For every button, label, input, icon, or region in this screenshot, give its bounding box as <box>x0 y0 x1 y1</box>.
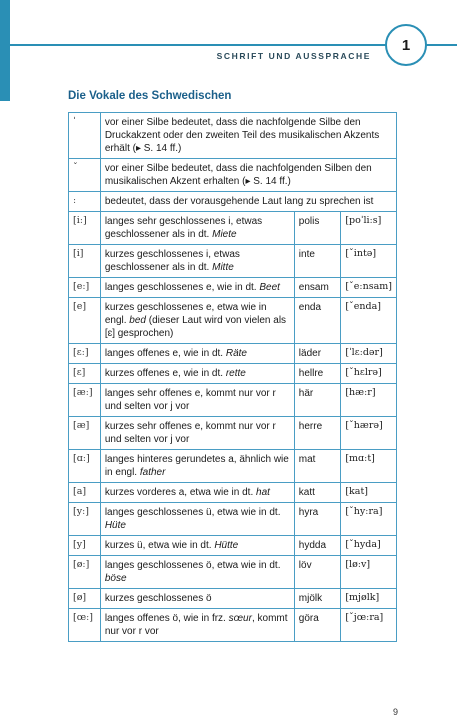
vowel-description <box>100 212 294 245</box>
description-text: kurzes ü, etwa wie in dt. <box>104 540 215 551</box>
vowel-row <box>69 536 397 556</box>
accent-row <box>69 159 397 192</box>
vowel-row <box>69 212 397 245</box>
example-word: löv <box>294 556 341 589</box>
example-transcription: [ˇhærə] <box>341 417 397 450</box>
vowel-row <box>69 609 397 642</box>
example-transcription: [mjølk] <box>341 589 397 609</box>
description-text: kurzes geschlossenes ö <box>104 593 212 604</box>
description-text: kurzes offenes e, wie in dt. <box>104 368 226 379</box>
description-text: langes geschlossenes ü, etwa wie in dt. <box>104 507 281 518</box>
example-word: polis <box>294 212 341 245</box>
accent-symbol: ː <box>69 192 101 212</box>
vowel-description <box>100 364 294 384</box>
description-tail: , kommt nur vor r vor <box>104 613 288 637</box>
vowel-row <box>69 417 397 450</box>
accent-symbol: ˈ <box>69 113 101 159</box>
example-word: katt <box>294 483 341 503</box>
vowel-description <box>100 344 294 364</box>
accent-row <box>69 192 397 212</box>
vowel-description <box>100 278 294 298</box>
example-transcription: [hæːr] <box>341 384 397 417</box>
example-transcription: [kat] <box>341 483 397 503</box>
vowel-symbol: [ɛː] <box>69 344 101 364</box>
example-word: mat <box>294 450 341 483</box>
vowel-symbol: [æ] <box>69 417 101 450</box>
description-text: langes hinteres gerundetes a, ähnlich wie in engl. <box>104 454 289 478</box>
vowel-description <box>100 609 294 642</box>
example-transcription: [ˇhyːra] <box>341 503 397 536</box>
example-word: här <box>294 384 341 417</box>
vowel-row <box>69 556 397 589</box>
example-word: inte <box>294 245 341 278</box>
vowel-symbol: [æː] <box>69 384 101 417</box>
description-text: langes offenes e, wie in dt. <box>104 348 226 359</box>
vowel-table <box>68 112 397 642</box>
header-rule <box>10 44 387 46</box>
example-transcription: [ˇenda] <box>341 298 397 344</box>
vowel-description <box>100 483 294 503</box>
description-text: langes geschlossenes e, wie in dt. <box>104 282 260 293</box>
accent-description: vor einer Silbe bedeutet, dass die nachfolgenden Silben den musikalischen Akzent erhalten (▸ S. 14 ff.) <box>100 159 396 192</box>
description-example-word: sœur <box>228 613 252 624</box>
example-word: ensam <box>294 278 341 298</box>
vowel-symbol: [i] <box>69 245 101 278</box>
description-text: langes sehr geschlossenes i, etwas geschlossener als in dt. <box>104 216 263 240</box>
vowel-row <box>69 589 397 609</box>
description-text: kurzes sehr offenes e, kommt nur vor r und selten vor j vor <box>104 421 276 445</box>
vowel-row <box>69 483 397 503</box>
vowel-symbol: [øː] <box>69 556 101 589</box>
vowel-row <box>69 384 397 417</box>
vowel-row <box>69 503 397 536</box>
vowel-row <box>69 364 397 384</box>
vowel-description <box>100 298 294 344</box>
example-transcription: [løːv] <box>341 556 397 589</box>
vowel-symbol: [ɑː] <box>69 450 101 483</box>
example-transcription: [poˈliːs] <box>341 212 397 245</box>
example-transcription: [mɑːt] <box>341 450 397 483</box>
description-text: langes sehr offenes e, kommt nur vor r und selten vor j vor <box>104 388 276 412</box>
vowel-symbol: [eː] <box>69 278 101 298</box>
example-word: hyra <box>294 503 341 536</box>
vowel-description <box>100 556 294 589</box>
example-transcription: [ˇintə] <box>341 245 397 278</box>
running-header: SCHRIFT UND AUSSPRACHE <box>216 51 371 61</box>
description-example-word: bed <box>129 315 146 326</box>
accent-row <box>69 113 397 159</box>
section-title: Die Vokale des Schwedischen <box>68 90 232 102</box>
description-example-word: hat <box>256 487 270 498</box>
example-word: enda <box>294 298 341 344</box>
vowel-symbol: [e] <box>69 298 101 344</box>
vowel-row <box>69 344 397 364</box>
vowel-description <box>100 450 294 483</box>
description-text: kurzes vorderes a, etwa wie in dt. <box>104 487 257 498</box>
example-transcription: [ˇhɛlrə] <box>341 364 397 384</box>
vowel-symbol: [yː] <box>69 503 101 536</box>
vowel-symbol: [ø] <box>69 589 101 609</box>
description-example-word: Miete <box>212 229 237 240</box>
accent-description: vor einer Silbe bedeutet, dass die nachfolgende Silbe den Druckakzent oder den zweiten Teil des musikalischen Akzents erhält (▸ S. 14 ff.) <box>100 113 396 159</box>
description-text: langes geschlossenes ö, etwa wie in dt. <box>104 560 281 571</box>
vowel-description <box>100 384 294 417</box>
description-example-word: Mitte <box>212 262 234 273</box>
chapter-number: 1 <box>401 36 411 54</box>
description-example-word: Beet <box>259 282 280 293</box>
vowel-row <box>69 278 397 298</box>
description-example-word: Hütte <box>214 540 239 551</box>
vowel-description <box>100 536 294 556</box>
example-word: hellre <box>294 364 341 384</box>
vowel-table-body <box>69 113 397 642</box>
example-word: läder <box>294 344 341 364</box>
example-transcription: [ˇeːnsam] <box>341 278 397 298</box>
vowel-row <box>69 245 397 278</box>
description-tail: (dieser Laut wird von vielen als [ɛ] gesprochen) <box>104 315 287 339</box>
vowel-description <box>100 589 294 609</box>
accent-description: bedeutet, dass der vorausgehende Laut lang zu sprechen ist <box>100 192 396 212</box>
vowel-symbol: [ɛ] <box>69 364 101 384</box>
accent-symbol: ˇ <box>69 159 101 192</box>
description-text: kurzes geschlossenes i, etwas geschlossener als in dt. <box>104 249 240 273</box>
description-example-word: Räte <box>225 348 247 359</box>
vowel-row <box>69 298 397 344</box>
description-example-word: böse <box>104 573 127 584</box>
chapter-badge <box>385 24 427 66</box>
example-transcription: [ˇhyda] <box>341 536 397 556</box>
vowel-symbol: [y] <box>69 536 101 556</box>
example-word: hydda <box>294 536 341 556</box>
description-example-word: rette <box>225 368 246 379</box>
example-word: herre <box>294 417 341 450</box>
description-example-word: Hüte <box>104 520 126 531</box>
description-example-word: father <box>139 467 166 478</box>
description-text: kurzes geschlossenes e, etwa wie in engl. <box>104 302 267 326</box>
vowel-symbol: [œː] <box>69 609 101 642</box>
header-rule-right <box>425 44 457 46</box>
vowel-description <box>100 417 294 450</box>
vowel-symbol: [iː] <box>69 212 101 245</box>
vowel-description <box>100 245 294 278</box>
vowel-description <box>100 503 294 536</box>
example-word: göra <box>294 609 341 642</box>
example-word: mjölk <box>294 589 341 609</box>
page-number: 9 <box>393 707 399 717</box>
example-transcription: [ˈlɛːdər] <box>341 344 397 364</box>
example-transcription: [ˇjœːra] <box>341 609 397 642</box>
vowel-row <box>69 450 397 483</box>
chapter-color-bar <box>0 0 10 101</box>
vowel-symbol: [a] <box>69 483 101 503</box>
description-text: langes offenes ö, wie in frz. <box>104 613 229 624</box>
